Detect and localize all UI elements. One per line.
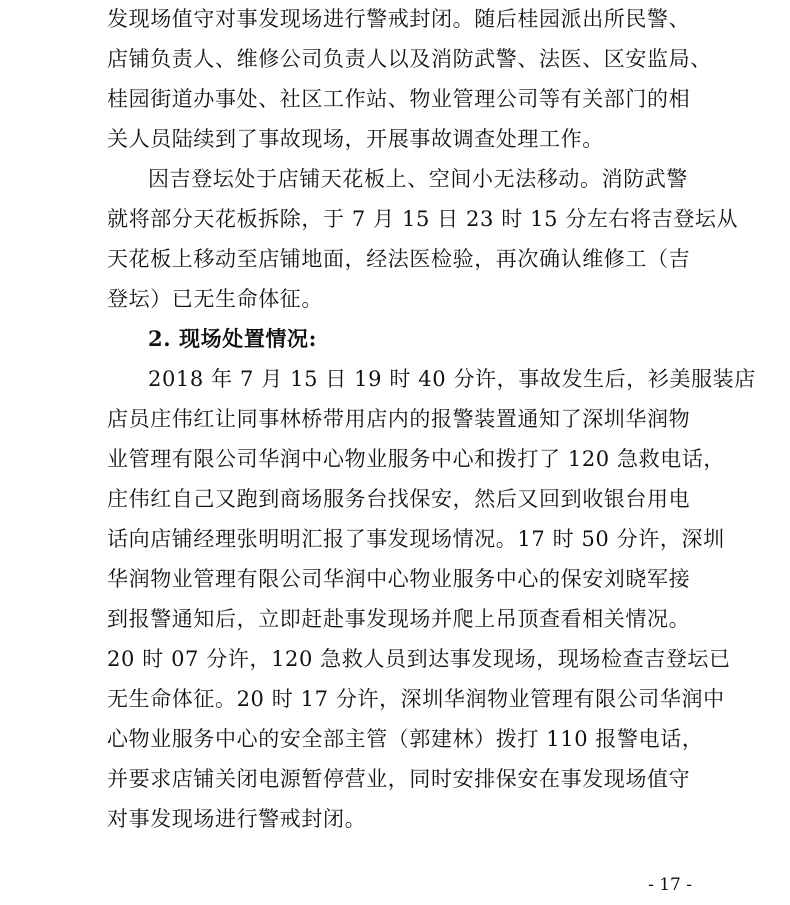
paragraph-3-line-4: 庄伟红自己又跑到商场服务台找保安，然后又回到收银台用电 <box>107 487 691 511</box>
paragraph-3-line-3: 业管理有限公司华润中心物业服务中心和拨打了 120 急救电话， <box>107 447 726 471</box>
paragraph-1-line-4: 关人员陆续到了事故现场，开展事故调查处理工作。 <box>107 127 604 151</box>
paragraph-3-line-7: 到报警通知后，立即赶赴事发现场并爬上吊顶查看相关情况。 <box>107 607 691 631</box>
paragraph-3-line-9: 无生命体征。20 时 17 分许，深圳华润物业管理有限公司华润中 <box>107 687 725 711</box>
paragraph-3-line-6: 华润物业管理有限公司华润中心物业服务中心的保安刘晓军接 <box>107 567 691 591</box>
paragraph-2-line-2: 就将部分天花板拆除，于 7 月 15 日 23 时 15 分左右将吉登坛从 <box>107 207 739 231</box>
paragraph-1-line-1: 发现场值守对事发现场进行警戒封闭。随后桂园派出所民警、 <box>107 7 691 31</box>
paragraph-3-line-1: 2018 年 7 月 15 日 19 时 40 分许，事故发生后，衫美服装店 <box>148 367 756 391</box>
paragraph-1-line-2: 店铺负责人、维修公司负责人以及消防武警、法医、区安监局、 <box>107 47 712 71</box>
section-heading: 2. 现场处置情况: <box>148 326 317 351</box>
paragraph-3-line-2: 店员庄伟红让同事林桥带用店内的报警装置通知了深圳华润物 <box>107 407 691 431</box>
paragraph-3-line-8: 20 时 07 分许，120 急救人员到达事发现场，现场检查吉登坛已 <box>107 647 731 671</box>
paragraph-1-line-3: 桂园街道办事处、社区工作站、物业管理公司等有关部门的相 <box>107 87 691 111</box>
paragraph-2-line-3: 天花板上移动至店铺地面，经法医检验，再次确认维修工（吉 <box>107 247 691 271</box>
paragraph-3-line-12: 对事发现场进行警戒封闭。 <box>107 807 367 831</box>
paragraph-2-line-4: 登坛）已无生命体征。 <box>107 287 323 311</box>
paragraph-3-line-10: 心物业服务中心的安全部主管（郭建林）拨打 110 报警电话， <box>107 727 704 751</box>
page-number: - 17 - <box>648 875 692 895</box>
paragraph-2-line-1: 因吉登坛处于店铺天花板上、空间小无法移动。消防武警 <box>148 167 688 191</box>
paragraph-3-line-11: 并要求店铺关闭电源暂停营业，同时安排保安在事发现场值守 <box>107 767 691 791</box>
paragraph-3-line-5: 话向店铺经理张明明汇报了事发现场情况。17 时 50 分许，深圳 <box>107 527 725 551</box>
